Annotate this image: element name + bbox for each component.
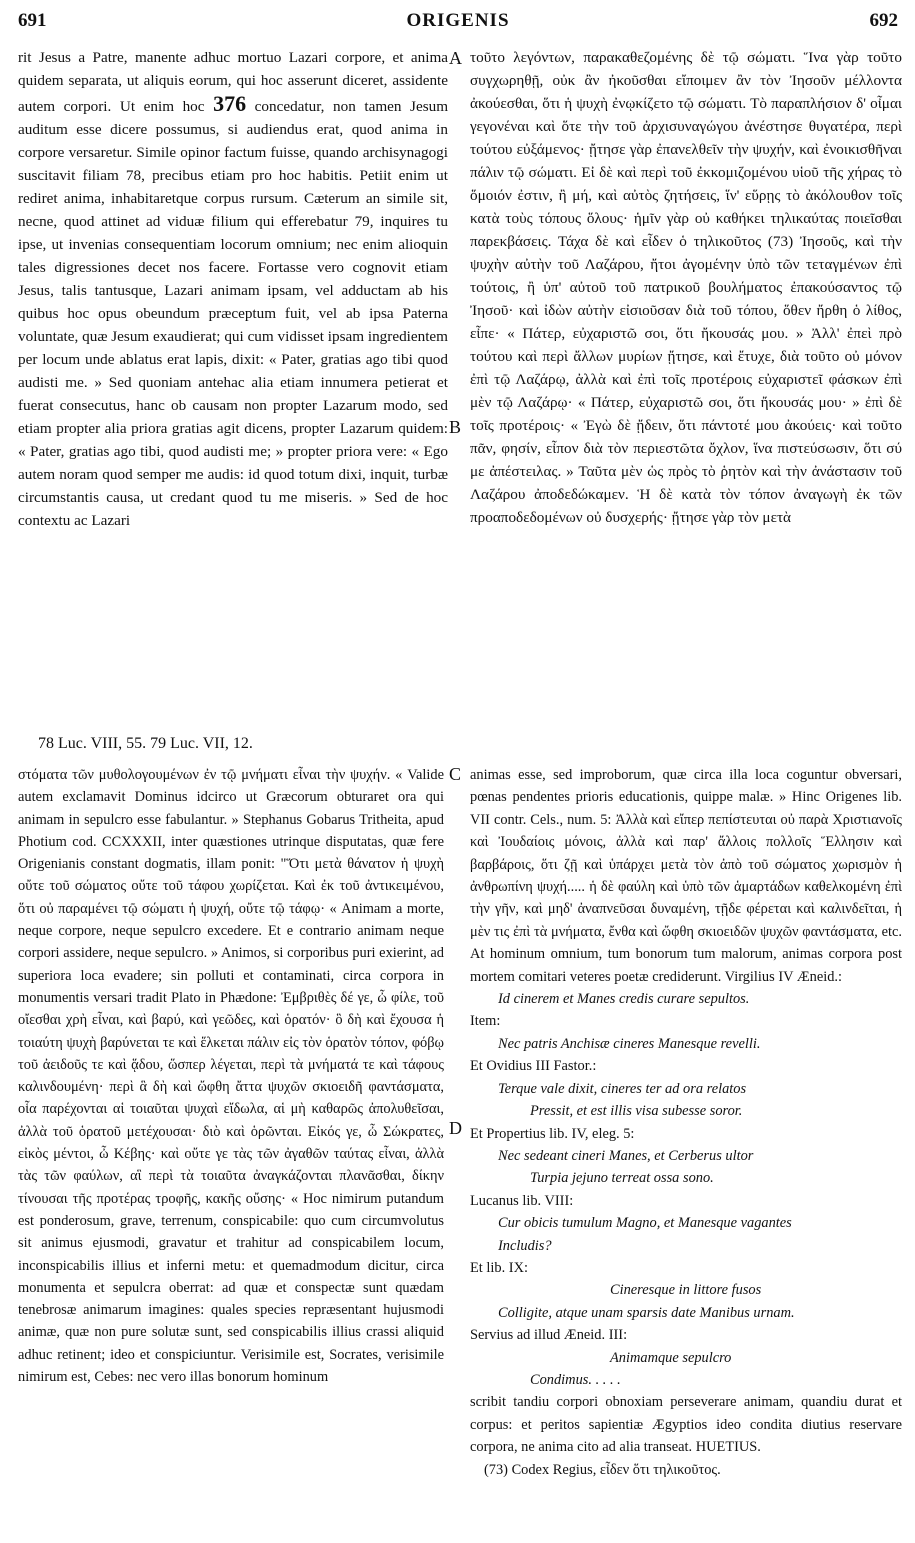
note-text-conclusion: scribit tandiu corpori obnoxiam perseverare animam, quandiu durat et corpus: et peritos sapientiæ Ægyptios ideo condita diutius reservare corpora, ne anima cito ad alia transeat. HUETIUS. [470,1394,902,1456]
latin-text-part1: rit Jesus a Patre, manente adhuc mortuo Lazari corpore, et anima quidem separata, ut aliquis eorum, qui hoc asserunt diceret, assidente autem corpori. Ut enim hoc [18,49,448,115]
page-number-left: 691 [18,10,47,31]
notes-column-right [470,764,902,1481]
latin-text [18,46,448,532]
variant-note: (73) Codex Regius, εἶδεν ὅτι τηλικοῦτος. [484,1461,721,1478]
verse-line: Nec patris Anchisæ cineres Manesque revelli. [498,1035,761,1052]
notes-column-left [18,764,444,1388]
citation-label: Servius ad illud Æneid. III: [470,1327,628,1344]
column-number: 376 [213,91,247,116]
verse-line: Cur obicis tumulum Magno, et Manesque vagantes [498,1215,792,1232]
verse-line: Animamque sepulcro [610,1349,732,1366]
verse-line: Turpia jejuno terreat ossa sono. [530,1170,714,1187]
margin-marker-a: A [449,48,462,68]
verse-line: Cineresque in littore fusos [610,1282,762,1299]
margin-marker-b: B [449,417,462,437]
latin-text-part2: concedatur, non tamen Jesum auditum esse dicere possumus, si audiendus erat, quod anima in corpore versaretur. Simile opinor factum fuisse, quando archisynagogi suscitavit filiam 78, precibus etiam pro hoc habitis. Petiit enim ut rediret anima, inhabitaretque corpus rursum. Cæterum an simile sit, necne, quod attinet ad viduæ filium qui efferebatur 79, inquires tu ipse, ut invenias consequentiam locorum omnium; nec enim alioquin tales digressiones decet nos facere. Fortasse vero cognovit etiam Jesus, talis tantusque, Lazari animam ipsam, vel adductam ab his quibus hoc opus obeundum præceptum fuit, vel ab ipsa Paterna voluntate, quæ Jesum exaudierat; qui cum vidisset ipsam ingredientem per locum unde ablatus erat lapis, dixit: « Pater, gratias ago tibi quod audisti me. » Sed quoniam antehac alia etiam innumera petierat et fuerat consecutus, hanc ob causam non propter Lazarum modo, sed etiam propter alia priora gratias agit dicens, propter Lazarum quidem: « Pater, gratias ago tibi, quod audisti me; » propter priora vere: « Ego autem noram quod semper me audis: id quod totum dixi, inquit, turbæ circumstantis causa, ut credant quod tu me miseris. » Sed de hoc contextu ac Lazari [18,98,449,529]
citation-label: Et lib. IX: [470,1259,528,1276]
margin-marker-d: D [449,1118,462,1138]
note-text-left: στόματα τῶν μυθολογουμένων ἐν τῷ μνήματι εἶναι τὴν ψυχήν. « Valide autem exclamavit Dominus idcirco ut Græcorum obturaret ora qui animam in sepulcro esse fabulantur. » Stephanus Gobarus Tritheita, apud Photium cod. CCXXXII, inter quæstiones utrinque disputatas, quæ fere Origenianis constant dogmatis, illam ponit: "Ὅτι μετὰ θάνατον ἡ ψυχὴ οὔτε τοῦ σώματος οὔτε τοῦ τάφου χωρίζεται. Καὶ ἐκ τοῦ ἀντικειμένου, ὅτι οὐ παραμένει τῷ σώματι ἡ ψυχή, οὔτε τῷ τάφῳ· « Animam a morte, neque corpore, neque sepulcro excedere. Et e contrario animam neque corpori assidere, neque sepulcro. » Animos, si corporibus puri exierint, ad superiora loca evadere; sin polluti et contaminati, circa corpora in monumentis versari tradit Plato in Phædone: Ἐμβριθὲς δέ γε, ὦ φίλε, τοῦ οἴεσθαι χρὴ εἶναι, καὶ βαρύ, καὶ γεῶδες, καὶ ὁρατόν· ὃ δὴ καὶ ἔχουσα ἡ τοιαύτη ψυχὴ βαρύνεται τε καὶ ἕλκεται πάλιν εἰς τὸν ὁρατὸν τόπον, φόβῳ τοῦ ἀειδοῦς τε καὶ ᾅδου, ὥσπερ λέγεται, περὶ τὰ μνήματά τε καὶ τάφους καλινδουμένη· περὶ ἃ δὴ καὶ ὤφθη ἄττα ψυχῶν σκιοειδῆ φαντάσματα, οἷα παρέχονται αἱ τοιαῦται ψυχαὶ εἴδωλα, αἱ μὴ καθαρῶς ἀπολυθεῖσαι, ἀλλὰ τοῦ ὁρατοῦ μετέχουσαι· διὸ καὶ ὁρῶνται. Εἰκός γε, ὦ Σώκρατες, εἰκὸς μέντοι, ὦ Κέβης· καὶ οὔτε γε τὰς τῶν ἀγαθῶν ταύτας εἶναι, ἀλλὰ τὰς τῶν φαύλων, αἳ περὶ τὰ τοιαῦτα ἀναγκάζονται πλανᾶσθαι, δίκην τίνουσαι τῆς προτέρας τροφῆς, κακῆς οὔσης· « Hoc nimirum putandum est ponderosum, grave, terrenum, conspicabile: quo cum circumvolutus sit animus ejusmodi, gravatur et trahitur ad conspicabilem locum, inconspicabilis illius et inferni metu: et quemadmodum dicitur, circa monumenta et sepulcra oberrat: ad quæ et conspectæ sunt quædam tenebrosæ animarum imagines: quales species repræsentant hujusmodi animæ, quæ non pure solutæ sunt, sed conspicabilis illius crassi aliquid adhuc retinent; ideo et conspiciuntur. Verisimile est, Socrates, verisimile nimirum est, Cebes: nec vero illas bonorum hominum [18,767,444,1386]
note-text-right: animas esse, sed improborum, quæ circa illa loca coguntur obversari, pœnas pendentes prioris educationis, quippe malæ. » Hinc Origenes lib. VII contr. Cels., num. 5: Ἀλλὰ καὶ εἴπερ πεπίστευται οὐ παρὰ Χριστιανοῖς καὶ Ἰουδαίοις μόνοις, ἀλλὰ καὶ παρ' ἄλλοις πολλοῖς Ἕλλησιν καὶ βαρβάροις, ὅτι ζῇ καὶ ὑπάρχει μετὰ τὸν ἀπὸ τοῦ σώματος χωρισμὸν ἡ ἀνθρωπίνη ψυχή..... ἡ δὲ φαύλη καὶ ὑπὸ τῶν ἁμαρτάδων καθελκομένη ἐπὶ τὴν γῆν, καὶ μηδ' ἀναπνεῦσαι δυναμένη, τῇδε φέρεται καὶ καλινδεῖται, ἡ μὲν τις ἐπὶ τὰ μνήματα, ἔνθα καὶ ὤφθη σκιοειδῶν ψυχῶν φαντάσματα, etc. At hominum omnium, tum bonorum tum malorum, animas corpora post mortem comitari veteres poetæ crediderunt. Virgilius IV Æneid.: [470,767,902,985]
citation-label: Lucanus lib. VIII: [470,1192,574,1209]
citation-label: Item: [470,1013,501,1030]
verse-line: Nec sedeant cineri Manes, et Cerberus ultor [498,1147,754,1164]
margin-marker-c: C [449,764,462,784]
latin-column-top [18,46,448,532]
footnotes: 78 Luc. VIII, 55. 79 Luc. VII, 12. [38,735,253,752]
page-number-right: 692 [869,10,898,31]
greek-column-top [470,46,902,529]
verse-line: Condimus. . . . . [530,1371,621,1388]
citation-label: Et Ovidius III Fastor.: [470,1058,597,1075]
verse-line: Terque vale dixit, cineres ter ad ora relatos [498,1080,747,1097]
verse-line: Id cinerem et Manes credis curare sepultos. [498,991,750,1008]
greek-text: τοῦτο λεγόντων, παρακαθεζομένης δὲ τῷ σώματι. Ἵνα γὰρ τοῦτο συγχωρηθῇ, οὐκ ἂν ἠκοῦσθαι εἴποιμεν ἂν τὸν Ἰησοῦν μέλλοντα ἀκούεσθαι, ὅτι ἡ ψυχὴ ἐνῳκίζετο τῷ σώματι. Τὸ παραπλήσιον δ' οἶμαι γεγονέναι καὶ ὅτε τὴν τοῦ ἀρχισυναγώγου ἀνέστησε θυγατέρα, περὶ τούτου εὐξάμενος· ᾔτησε γὰρ ἐπανελθεῖν τὴν ψυχήν, καὶ ἐνοικισθῆναι πάλιν τῷ σώματι. Εἰ δὲ καὶ περὶ τοῦ ἐκκομιζομένου υἱοῦ τῆς χήρας τὸ ὅμοιόν ἐστιν, ἢ μή, καὶ αὐτὸς ζητήσεις, ἵν' εὕρῃς τὸ ἀκόλουθον τοῖς κατὰ τοὺς τόπους ὅλους· ἡμῖν γὰρ οὐ καθήκει τηλικαύτας ποιεῖσθαι παρεκβάσεις. Τάχα δὲ καὶ εἶδεν ὁ τηλικοῦτος (73) Ἰησοῦς, καὶ τὴν ψυχὴν αὐτὴν τοῦ Λαζάρου, ἤτοι ἀγομένην ὑπὸ τῶν τεταγμένων ἐπὶ τούτοις, ἢ ὑπ' αὐτοῦ τοῦ πατρικοῦ βουλήματος ἐπακούσαντος τῷ Ἰησοῦ· καὶ ἰδὼν αὐτὴν εἰσιοῦσαν διὰ τοῦ τόπου, ὅθεν ἤρθη ὁ λίθος, εἶπε· « Πάτερ, εὐχαριστῶ σοι, ὅτι ἤκουσάς μου. » Ἀλλ' ἐπεὶ πρὸ τούτου καὶ περὶ ἄλλων μυρίων ᾔτησε, καὶ ἔτυχε, διὰ τοῦτο οὐ μόνον ἐπὶ τῷ Λαζάρῳ, ἀλλὰ καὶ ἐπὶ τοῖς προτέροις εὐχαριστεῖ φάσκων ἐπὶ μὲν τῷ Λαζάρῳ· « Πάτερ, εὐχαριστῶ σοι, ὅτι ἤκουσάς μου· » ἐπὶ δὲ τοῖς προτέροις· « Ἐγὼ δὲ ᾔδειν, ὅτι πάντοτέ μου ἀκούεις· καὶ τοῦτο πᾶν, φησίν, εἶπον διὰ τὸν περιεστῶτα ὄχλον, ἵνα πιστεύσωσιν, ὅτι σύ με ἀπέστειλας. » Ταῦτα μὲν ὡς πρὸς τὸ ῥητὸν καὶ τὴν ἀνάστασιν τοῦ Λαζάρου ἀποδεδώκαμεν. Ἡ δὲ κατὰ τὸν τόπον ἀναγωγὴ ἐκ τῶν προαποδεδομένων οὐ δυσχερής· ᾔτησε γὰρ τὸν μετὰ [470,49,902,526]
citation-label: Et Propertius lib. IV, eleg. 5: [470,1125,635,1142]
page-header [18,10,898,38]
verse-line: Includis? [498,1237,552,1254]
verse-line: Pressit, et est illis visa subesse soror. [530,1103,743,1120]
verse-line: Colligite, atque unam sparsis date Manibus urnam. [498,1304,795,1321]
running-title: ORIGENIS [406,10,510,31]
